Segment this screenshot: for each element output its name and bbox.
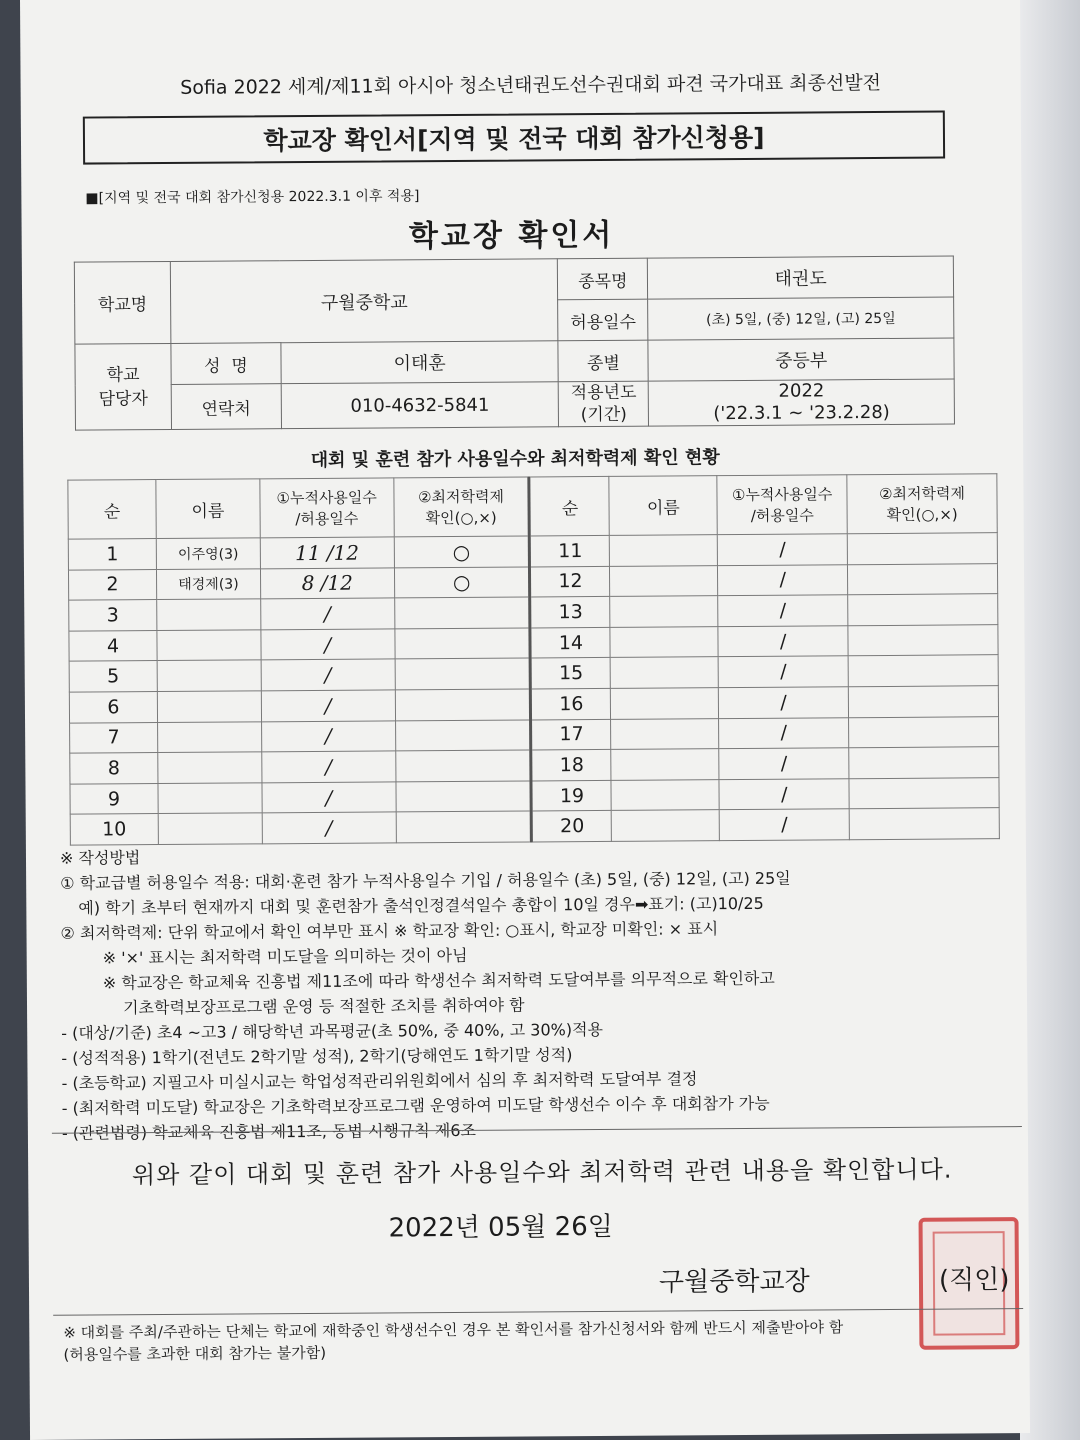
row-number: 15 [531,658,611,689]
row-number: 8 [70,753,158,784]
days-used: / [261,659,395,691]
min-academic-check [395,689,531,721]
student-name: 이주영(3) [156,538,260,569]
min-academic-check: ○ [394,536,530,568]
min-academic-check [847,533,997,565]
contact-label: 연락처 [171,384,281,430]
row-number: 5 [69,661,157,692]
guide-line: ② 최저학력제: 단위 학교에서 확인 여부만 표시 ※ 학교장 확인: ○표시, 학교장 미확인: × 표시 [60,919,719,943]
division-value: 중등부 [648,338,954,381]
student-name: 태경제(3) [156,568,260,599]
min-academic-check [849,777,999,809]
min-academic-check: ○ [394,567,530,599]
header-days: ①누적사용일수 /허용일수 [260,478,394,538]
period-value: ('22.3.1 ~ '23.2.28) [713,401,890,425]
min-academic-check [849,747,999,779]
confirm-statement: 위와 같이 대회 및 훈련 참가 사용일수와 최저학력 관련 내용을 확인합니다. [131,1155,953,1190]
student-name [157,599,261,630]
min-academic-check [395,628,531,660]
days-used: / [262,751,396,783]
days-used: / [262,782,396,814]
guide-line: ※ 작성방법 [59,848,141,868]
row-number: 7 [70,722,158,753]
row-number: 18 [531,750,611,781]
row-number: 2 [68,569,156,600]
header-check-right: ②최저학력제 확인(○,×) [847,474,997,534]
guide-line: - (대상/기준) 초4 ~고3 / 해당학년 과목평균(초 50%, 중 40%, 고 30%)적용 [61,1019,604,1043]
row-number: 9 [70,783,158,814]
writing-guide [60,839,1022,1146]
guide-line: 기초학력보장프로그램 운영 등 적절한 조치를 취하여야 함 [122,995,525,1018]
min-academic-check [849,716,999,748]
min-academic-check [396,781,532,813]
student-name [611,718,719,749]
days-used: / [718,595,848,626]
days-used: / [719,717,849,748]
days-used: / [718,564,848,595]
days-used: / [262,812,396,844]
row-number: 14 [530,627,610,658]
row-number: 3 [69,600,157,631]
row-number: 12 [530,566,610,597]
guide-line: 예) 학기 초부터 현재까지 대회 및 훈련참가 출석인정결석일수 총합이 10일 경우➡표기: (고)10/25 [78,893,764,918]
row-number: 17 [531,719,611,750]
guide-line: ① 학교급별 허용일수 적용: 대회·훈련 참가 누적사용일수 기입 / 허용일수 (초) 5일, (중) 12일, (고) 25일 [60,868,791,893]
seal-label: (직인) [938,1265,1010,1296]
year-value: 2022 [778,380,825,402]
student-name [610,596,718,627]
row-number: 4 [69,630,157,661]
student-name [611,688,719,719]
row-number: 16 [531,688,611,719]
section-title: 대회 및 훈련 참가 사용일수와 최저학력제 확인 현황 [310,447,720,471]
student-name [157,660,261,691]
days-used: 11 /12 [260,537,394,569]
row-number: 20 [532,811,612,842]
student-name [157,630,261,661]
min-academic-check [395,750,531,782]
days-used: / [719,687,849,718]
school-name-label: 학교명 [74,261,170,344]
student-name [612,810,720,841]
row-number: 1 [68,539,156,570]
year-label: 적용년도 (기간) [559,381,649,427]
student-name [158,813,262,844]
days-used: / [719,748,849,779]
event-label: 종목명 [558,258,648,300]
form-title-box [83,111,945,165]
footer-divider [53,1308,1023,1316]
contact-value: 010-4632-5841 [281,382,559,429]
guide-line: - (관련법령) 학교체육 진흥법 제11조, 동법 시행규칙 제6조 [61,1120,477,1143]
min-academic-check [848,686,998,718]
student-name [610,535,718,566]
event-value: 태권도 [648,256,954,299]
header-name: 이름 [156,479,260,539]
guide-line: ※ 학교장은 학교체육 진흥법 제11조에 따라 학생선수 최저학력 도달여부를 의무적으로 확인하고 [102,968,775,993]
student-name [157,721,261,752]
days-used: / [718,626,848,657]
allowed-days-label: 허용일수 [558,299,648,341]
row-number: 11 [530,535,610,566]
event-title: Sofia 2022 세계/제11회 아시아 청소년태권도선수권대회 파견 국가대표 최종선발전 [180,71,882,99]
header-name-right: 이름 [609,476,717,536]
guide-line: - (최저학력 미도달) 학교장은 기초학력보장프로그램 운영하여 미도달 학생선수 이수 후 대회참가 가능 [61,1093,770,1118]
guide-line: - (성적적용) 1학기(전년도 2학기말 성적), 2학기(당해연도 1학기말 성적) [61,1045,573,1068]
signature-date: 2022년 05월 26일 [388,1211,613,1244]
student-name [610,626,718,657]
days-used: / [260,598,394,630]
student-name [158,783,262,814]
year-cell [648,379,954,426]
staff-name-value: 이태훈 [281,341,559,384]
days-used: 8 /12 [260,567,394,599]
allowed-days-value: (초) 5일, (중) 12일, (고) 25일 [648,297,954,340]
footer-note [63,1315,1043,1366]
student-name [611,749,719,780]
row-number: 13 [530,597,610,628]
footer-line-1: ※ 대회를 주최/주관하는 단체는 학교에 재학중인 학생선수인 경우 본 확인서를 참가신청서와 함께 반드시 제출받아야 함 [63,1318,844,1342]
days-used: / [719,778,849,809]
header-days-right: ①누적사용일수 /허용일수 [717,475,847,535]
row-number: 6 [69,692,157,723]
school-info-table [74,255,955,430]
min-academic-check [396,811,532,843]
student-name [611,779,719,810]
header-check: ②최저학력제 확인(○,×) [393,477,529,537]
document-page [20,0,1030,1440]
student-name [157,691,261,722]
guide-line: ※ '×' 표시는 최저학력 미도달을 의미하는 것이 아님 [102,945,468,968]
min-academic-check [848,624,998,656]
min-academic-check [848,655,998,687]
guide-line: - (초등학교) 지필고사 미실시교는 학업성적관리위원회에서 심의 후 최저학력 도달여부 결정 [61,1069,698,1093]
roster-table [67,473,1000,845]
header-no-right: 순 [529,476,609,536]
document-title: 학교장 확인서 [408,217,615,255]
student-name [611,657,719,688]
header-no: 순 [68,480,156,540]
days-used: / [718,656,848,687]
apply-note: ■[지역 및 전국 대회 참가신청용 2022.3.1 이후 적용] [85,188,420,207]
row-number: 19 [531,780,611,811]
school-name-value: 구월중학교 [170,259,558,344]
row-number: 10 [70,814,158,845]
days-used: / [261,690,395,722]
principal-title: 구월중학교장 [658,1266,810,1298]
form-title: 학교장 확인서[지역 및 전국 대회 참가신청용] [263,122,765,156]
days-used: / [719,809,849,840]
division-label: 종별 [558,340,648,382]
min-academic-check [848,594,998,626]
min-academic-check [395,720,531,752]
staff-label: 학교 담당자 [75,343,171,430]
student-name [610,565,718,596]
student-name [158,752,262,783]
staff-name-label: 성 명 [171,343,281,385]
paper-edge [1020,0,1080,1440]
days-used: / [261,629,395,661]
footer-line-2: (허용일수를 초과한 대회 참가는 불가함) [63,1343,327,1364]
roster-body [68,533,999,845]
days-used: / [718,534,848,565]
min-academic-check [395,658,531,690]
min-academic-check [394,597,530,629]
min-academic-check [849,808,999,840]
min-academic-check [848,563,998,595]
days-used: / [261,720,395,752]
